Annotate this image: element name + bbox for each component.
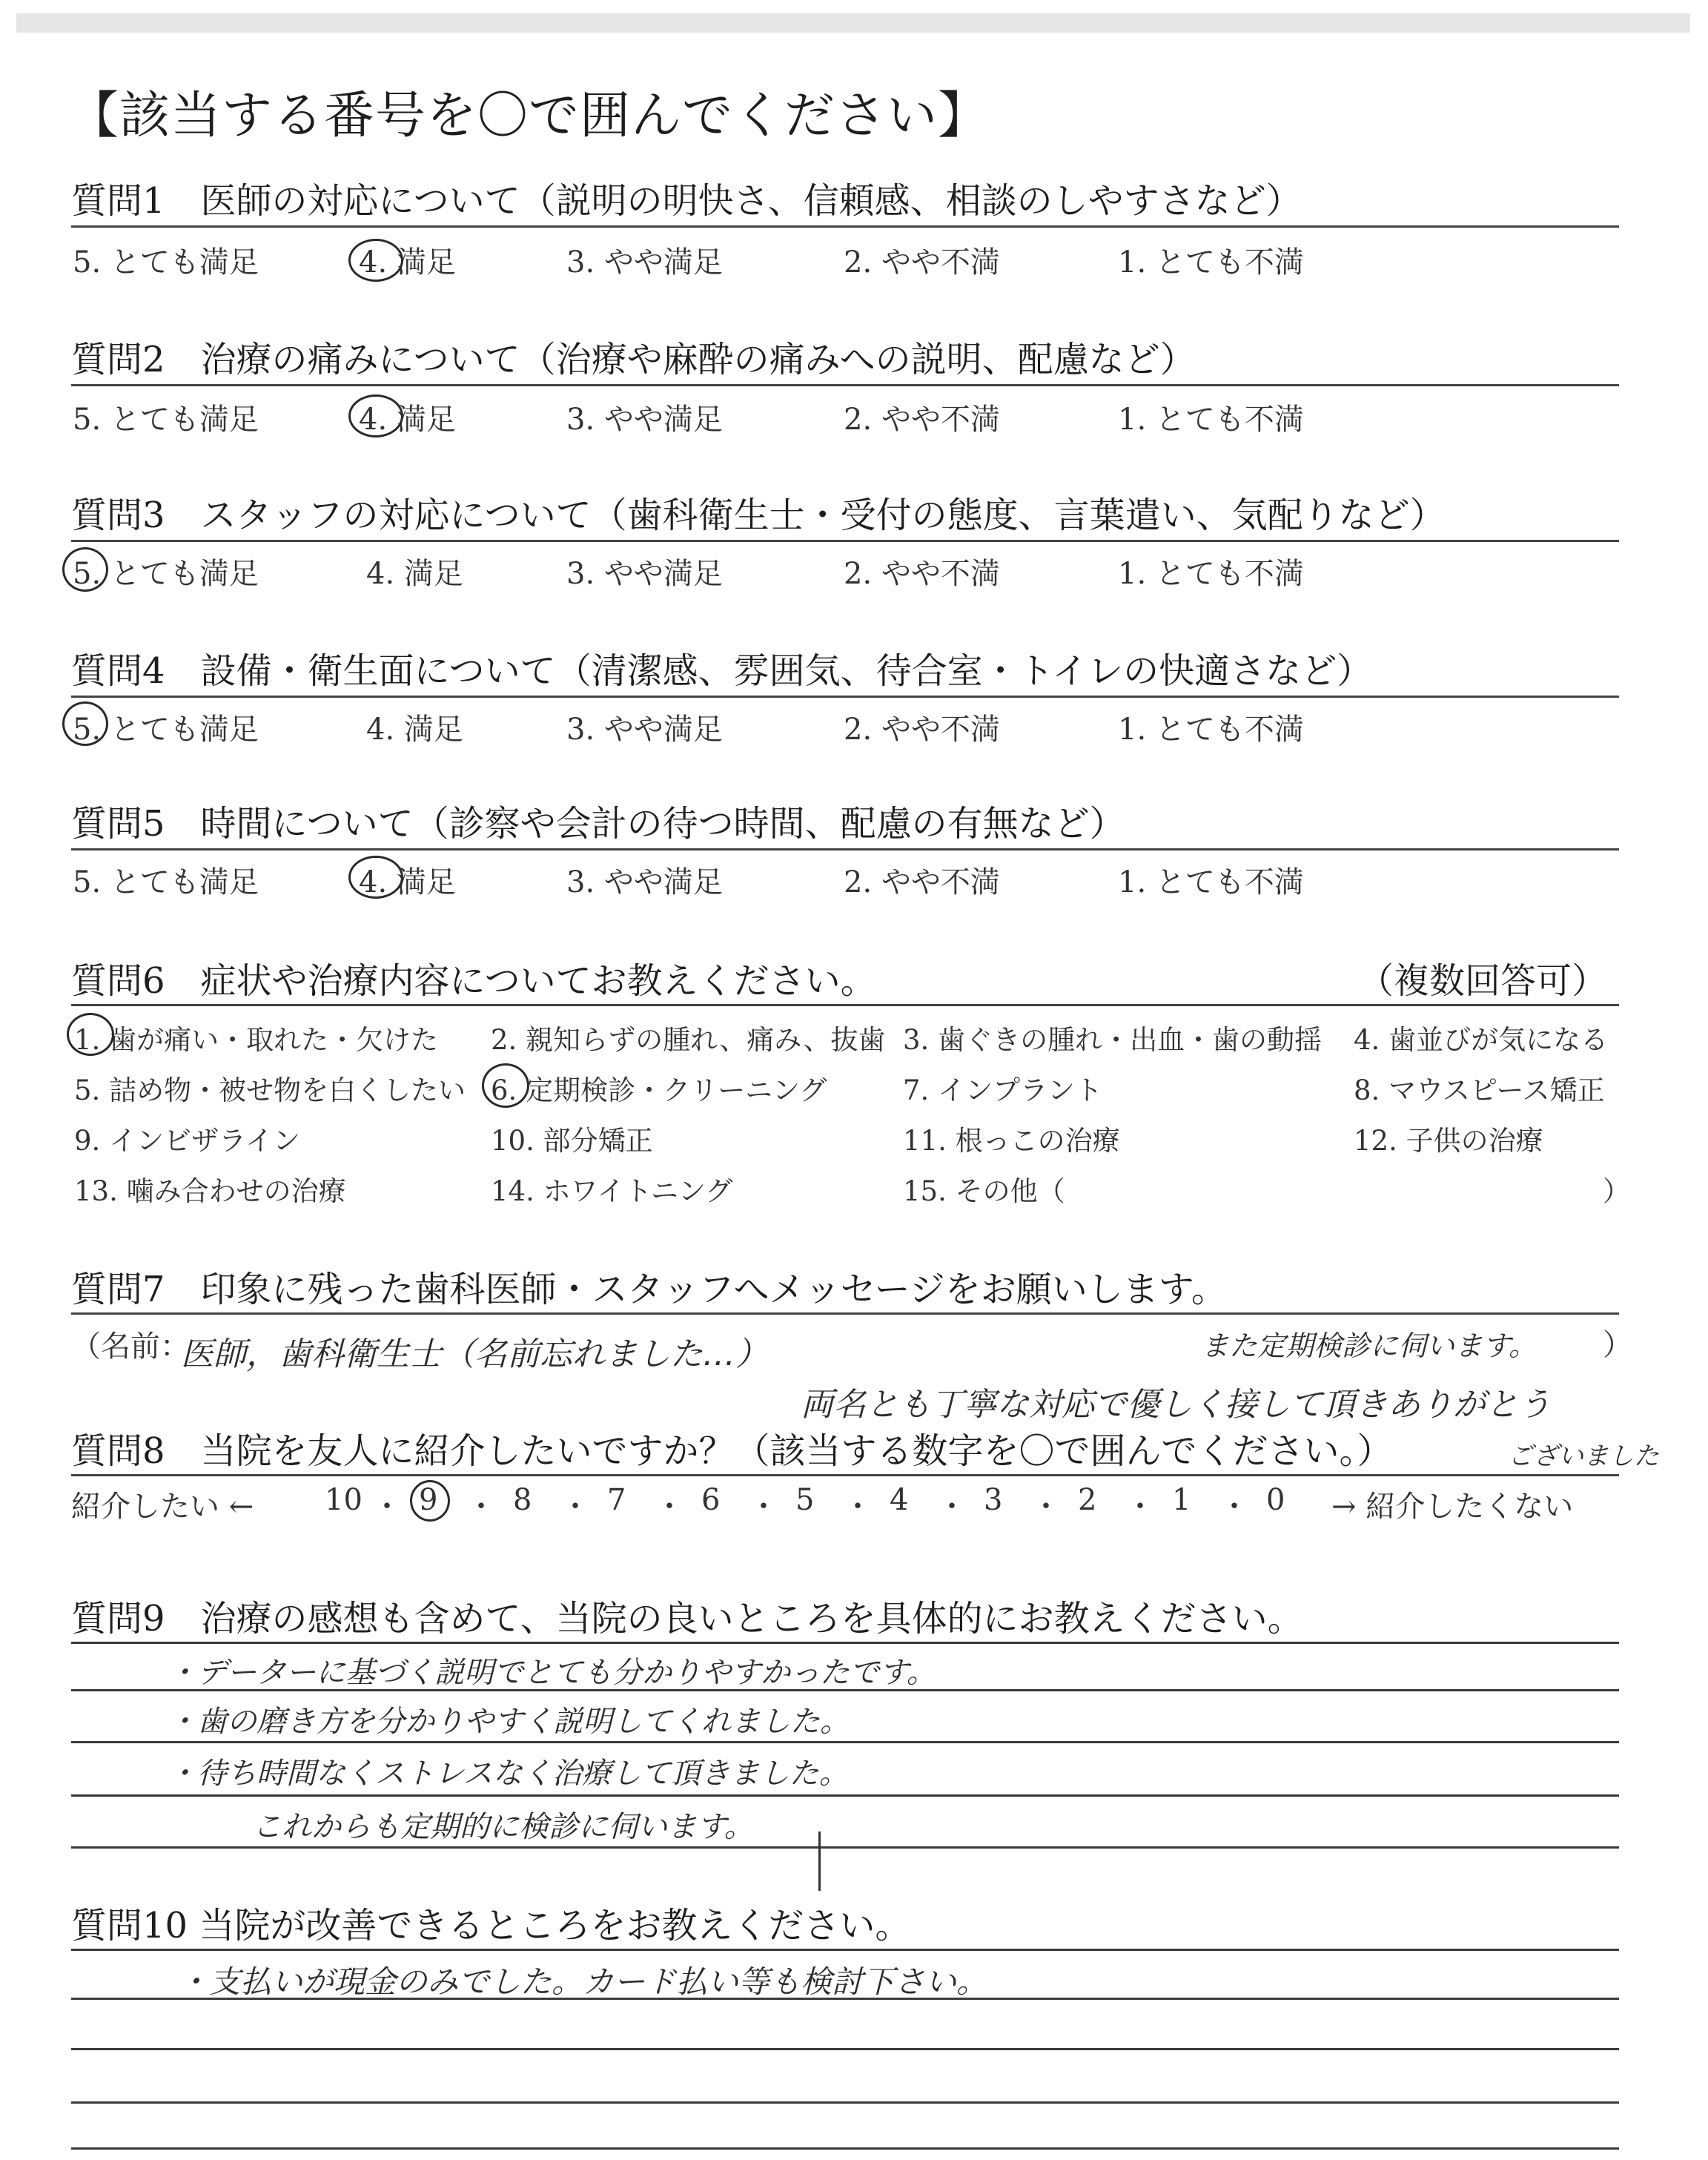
q9-answer-3[interactable]: ・待ち時間なくストレスなく治療して頂きました。 [168, 1757, 849, 1791]
q10-rule-5 [71, 2147, 1619, 2150]
q7-rule [71, 1312, 1619, 1315]
q8-scale-7[interactable]: 7 [607, 1483, 626, 1517]
q1-option-2[interactable]: 2. やや不満 [844, 245, 1000, 280]
q8-scale-separator: ・ [372, 1490, 402, 1524]
q9-answer-2[interactable]: ・歯の磨き方を分かりやすく説明してくれました。 [168, 1705, 850, 1739]
q1-option-3[interactable]: 3. やや満足 [566, 245, 723, 280]
q1-title: 質問1 医師の対応について（説明の明快さ、信頼感、相談のしやすさなど） [71, 180, 1302, 222]
q8-scale-6[interactable]: 6 [701, 1483, 721, 1517]
q7-title: 質問7 印象に残った歯科医師・スタッフへメッセージをお願いします。 [71, 1269, 1227, 1310]
q10-rule-1 [71, 1949, 1619, 1951]
q4-option-3[interactable]: 3. やや満足 [566, 713, 723, 747]
q1-rule [71, 225, 1619, 228]
q10-rule-4 [71, 2101, 1619, 2104]
q3-option-4[interactable]: 4. 満足 [366, 557, 463, 591]
q2-title: 質問2 治療の痛みについて（治療や麻酔の痛みへの説明、配慮など） [71, 339, 1196, 380]
q8-scale-4[interactable]: 4 [890, 1483, 909, 1517]
q6-multiple-note: （複数回答可） [1358, 960, 1608, 1002]
q5-option-3[interactable]: 3. やや満足 [566, 865, 723, 899]
q3-selection-circle [62, 547, 108, 592]
q10-rule-3 [71, 2048, 1619, 2050]
q8-scale-separator: ・ [560, 1490, 590, 1524]
q10-title: 質問10 当院が改善できるところをお教えください。 [71, 1905, 911, 1946]
q5-rule [71, 848, 1619, 851]
q6-option-9[interactable]: 9. インビザライン [74, 1125, 300, 1157]
q6-option-8[interactable]: 8. マウスピース矯正 [1354, 1074, 1605, 1106]
q2-option-4[interactable]: 4. 満足 [359, 403, 456, 437]
q4-rule [71, 696, 1619, 698]
q8-scale-separator: ・ [937, 1490, 967, 1524]
q4-option-2[interactable]: 2. やや不満 [844, 713, 1000, 747]
q10-answer-1[interactable]: ・支払いが現金のみでした。カード払い等も検討下さい。 [178, 1964, 988, 2000]
q2-option-1[interactable]: 1. とても不満 [1118, 403, 1304, 437]
q8-scale-3[interactable]: 3 [984, 1483, 1003, 1517]
q3-option-5[interactable]: 5. とても満足 [73, 557, 259, 591]
q3-title: 質問3 スタッフの対応について（歯科衛生士・受付の態度、言葉遣い、気配りなど） [71, 495, 1446, 536]
q9-rule-5 [71, 1846, 1619, 1849]
q8-scale-9[interactable]: 9 [419, 1483, 438, 1517]
q7-name-handwritten[interactable]: 医師，歯科衛生士（名前忘れました…） [181, 1335, 768, 1373]
q6-option-6[interactable]: 6. 定期検診・クリーニング [491, 1074, 827, 1106]
q2-option-3[interactable]: 3. やや満足 [566, 403, 723, 437]
q8-scale-separator: ・ [466, 1490, 496, 1524]
q8-right-label: → 紹介したくない [1331, 1490, 1574, 1524]
q6-option-5[interactable]: 5. 詰め物・被せ物を白くしたい [74, 1074, 466, 1106]
q6-option-10[interactable]: 10. 部分矯正 [491, 1125, 653, 1157]
q5-option-5[interactable]: 5. とても満足 [73, 865, 259, 899]
q8-scale-separator: ・ [1125, 1490, 1155, 1524]
q8-scale-1[interactable]: 1 [1172, 1483, 1191, 1517]
q8-scale-8[interactable]: 8 [513, 1483, 532, 1517]
q6-selection-circle-1 [67, 1013, 114, 1056]
q1-option-4[interactable]: 4. 満足 [359, 245, 456, 280]
q7-message-line2[interactable]: 両名とも丁寧な対応で優しく接して頂きありがとう [801, 1386, 1551, 1424]
q8-scale-separator: ・ [1219, 1490, 1249, 1524]
q3-option-2[interactable]: 2. やや不満 [844, 557, 1000, 591]
q3-option-3[interactable]: 3. やや満足 [566, 557, 723, 591]
q7-message-line3[interactable]: ございました [1508, 1441, 1659, 1471]
q8-rule [71, 1474, 1619, 1476]
q6-option-13[interactable]: 13. 噛み合わせの治療 [74, 1175, 346, 1207]
q7-message-line1[interactable]: また定期検診に伺います。 [1201, 1330, 1537, 1362]
q8-scale-0[interactable]: 0 [1266, 1483, 1285, 1517]
q5-option-4[interactable]: 4. 満足 [359, 865, 456, 899]
q8-scale-5[interactable]: 5 [795, 1483, 815, 1517]
q6-option-15[interactable]: 15. その他（ [903, 1175, 1065, 1207]
q4-title: 質問4 設備・衛生面について（清潔感、雰囲気、待合室・トイレの快適さなど） [71, 650, 1373, 692]
q3-rule [71, 540, 1619, 542]
q6-selection-circle-6 [482, 1063, 529, 1108]
q8-title: 質問8 当院を友人に紹介したいですか？（該当する数字を〇で囲んでください。） [71, 1430, 1393, 1472]
q1-option-1[interactable]: 1. とても不満 [1118, 245, 1304, 280]
q6-option-12[interactable]: 12. 子供の治療 [1354, 1125, 1543, 1157]
form-title: 【該当する番号を〇で囲んでください】 [68, 87, 990, 145]
q9-pen-stroke [818, 1832, 821, 1891]
q6-option-14[interactable]: 14. ホワイトニング [491, 1175, 733, 1207]
q4-selection-circle [62, 701, 108, 746]
q6-option-2[interactable]: 2. 親知らずの腫れ、痛み、抜歯 [491, 1024, 886, 1056]
q8-scale-2[interactable]: 2 [1078, 1483, 1097, 1517]
q1-option-5[interactable]: 5. とても満足 [73, 245, 259, 280]
q9-rule-3 [71, 1741, 1619, 1743]
q2-rule [71, 384, 1619, 386]
q8-scale-separator: ・ [1031, 1490, 1061, 1524]
scan-top-edge [16, 13, 1690, 33]
q3-option-1[interactable]: 1. とても不満 [1118, 557, 1304, 591]
q6-option-3[interactable]: 3. 歯ぐきの腫れ・出血・歯の動揺 [903, 1024, 1323, 1056]
q5-option-1[interactable]: 1. とても不満 [1118, 865, 1304, 899]
q8-scale-separator: ・ [655, 1490, 684, 1524]
q2-option-2[interactable]: 2. やや不満 [844, 403, 1000, 437]
q6-other-close-paren: ） [1603, 1175, 1630, 1207]
q8-selection-circle [410, 1480, 450, 1522]
q8-left-label: 紹介したい ← [71, 1490, 254, 1524]
q6-option-4[interactable]: 4. 歯並びが気になる [1354, 1024, 1609, 1056]
q2-selection-circle [348, 394, 403, 437]
q4-option-5[interactable]: 5. とても満足 [73, 713, 259, 747]
q6-option-11[interactable]: 11. 根っこの治療 [903, 1125, 1120, 1157]
q6-rule [71, 1004, 1619, 1006]
q2-option-5[interactable]: 5. とても満足 [73, 403, 259, 437]
q8-scale-separator: ・ [749, 1490, 778, 1524]
q9-answer-1[interactable]: ・データーに基づく説明でとても分かりやすかったです。 [168, 1656, 936, 1690]
q6-option-1[interactable]: 1. 歯が痛い・取れた・欠けた [74, 1024, 439, 1056]
q9-rule-1 [71, 1642, 1619, 1644]
q5-selection-circle [348, 856, 403, 899]
q7-name-label: （名前： [71, 1330, 190, 1364]
q4-option-4[interactable]: 4. 満足 [366, 713, 463, 747]
q8-scale-10[interactable]: 10 [325, 1483, 363, 1517]
q9-title: 質問9 治療の感想も含めて、当院の良いところを具体的にお教えください。 [71, 1598, 1303, 1639]
q6-title: 質問6 症状や治療内容についてお教えください。 [71, 960, 876, 1002]
q7-close-paren: ） [1603, 1328, 1632, 1362]
q9-answer-4[interactable]: これからも定期的に検診に伺います。 [252, 1810, 754, 1844]
q1-selection-circle [348, 239, 403, 282]
q6-option-7[interactable]: 7. インプラント [903, 1074, 1103, 1106]
q4-option-1[interactable]: 1. とても不満 [1118, 713, 1304, 747]
q9-rule-4 [71, 1794, 1619, 1797]
q8-scale-separator: ・ [843, 1490, 873, 1524]
q5-title: 質問5 時間について（診察や会計の待つ時間、配慮の有無など） [71, 803, 1125, 845]
q5-option-2[interactable]: 2. やや不満 [844, 865, 1000, 899]
